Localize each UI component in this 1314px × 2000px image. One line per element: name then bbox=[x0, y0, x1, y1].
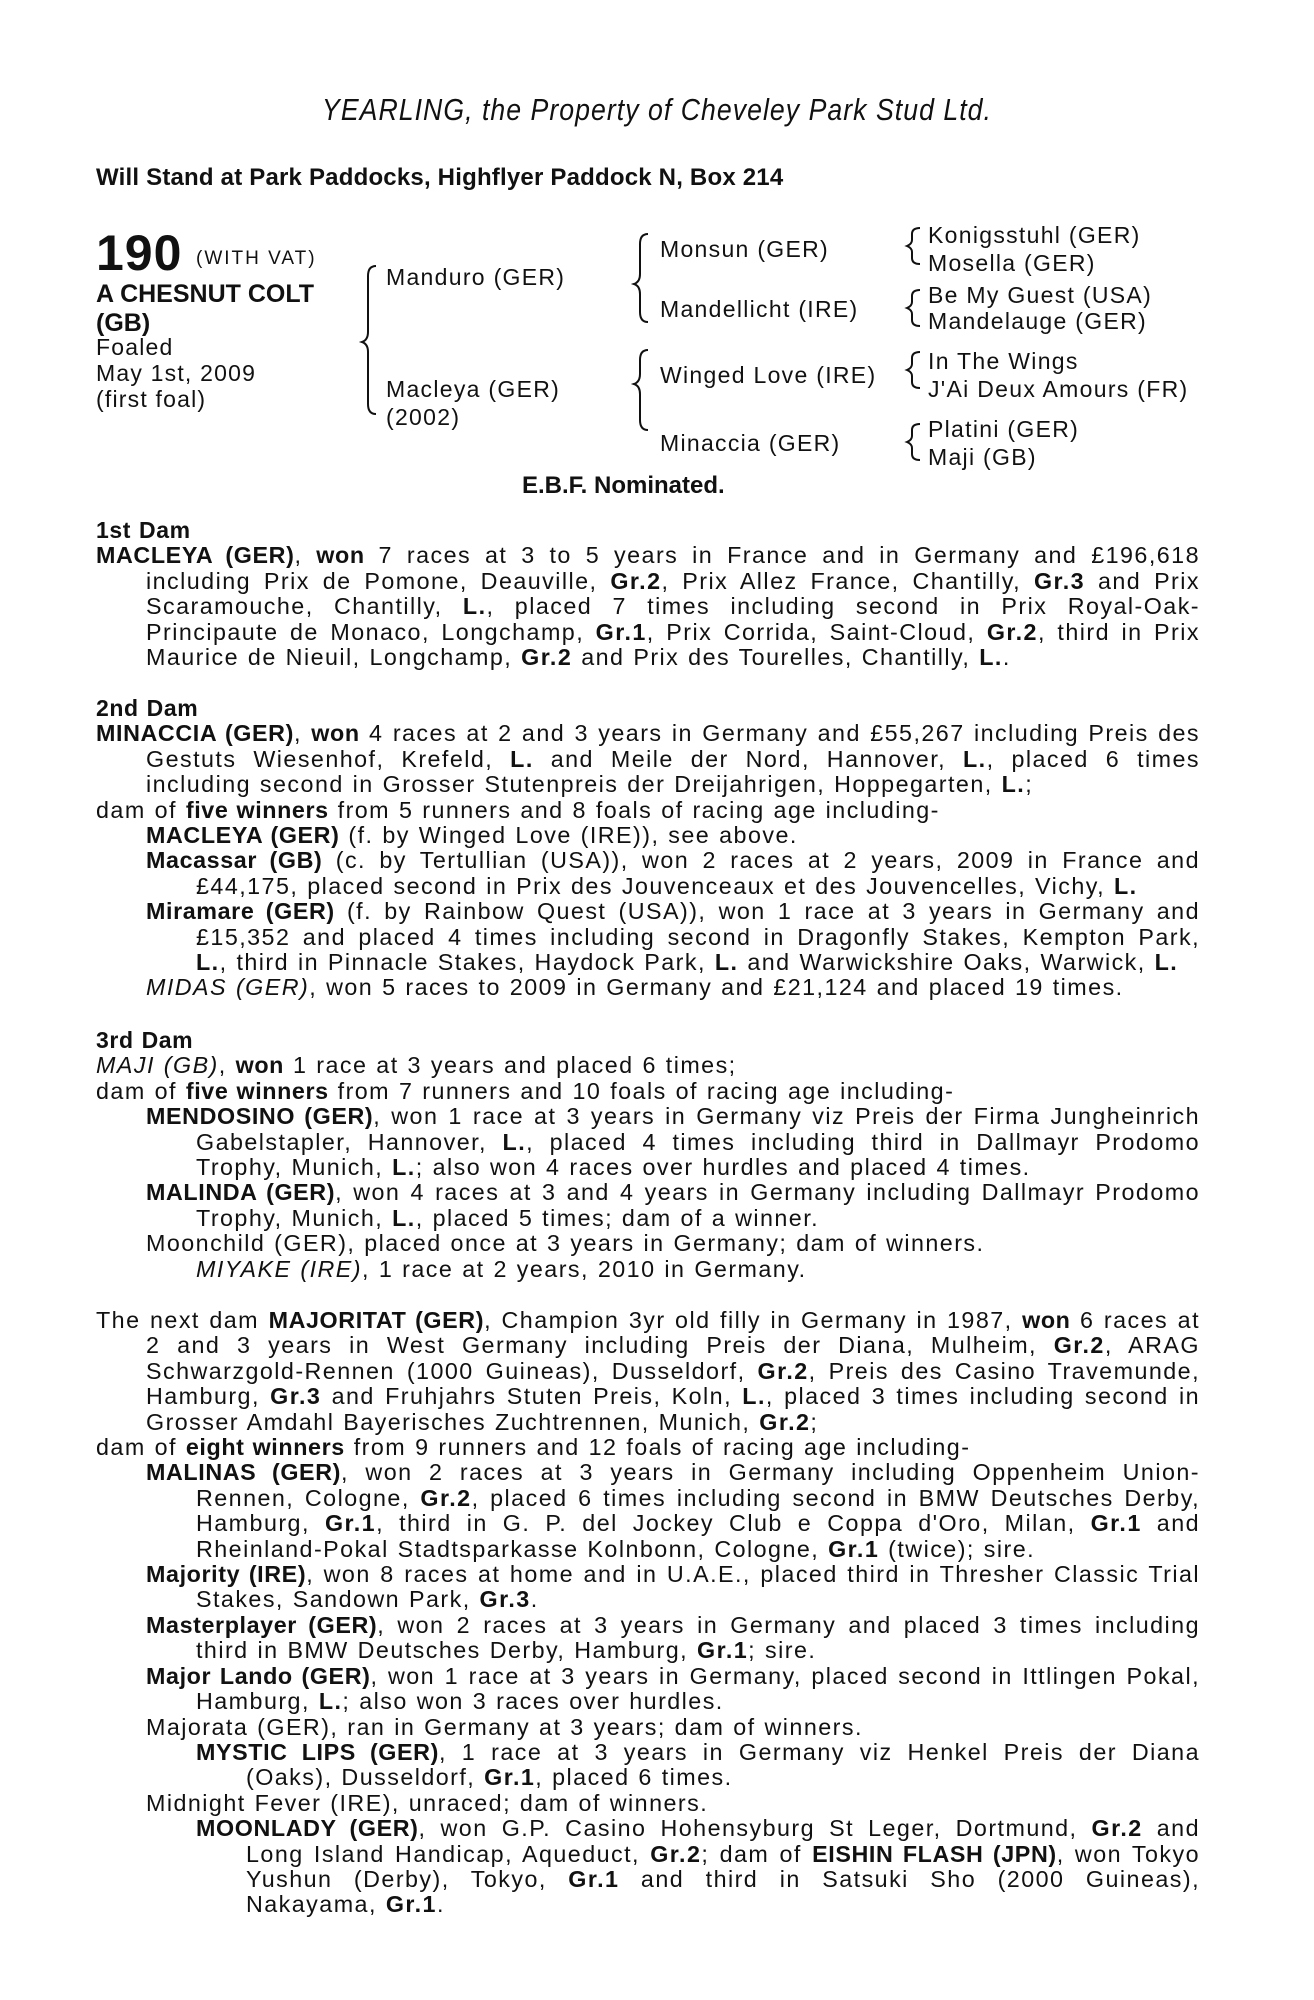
next-dam-record: The next dam MAJORITAT (GER), Champion 3yr old filly in Germany in 1987, won 6 races at 2 and 3 years in West Germany including Preis der Diana, Mulheim, Gr.2, ARAG Schwarzgold-Rennen (1000 Guineas), Dusseldorf, Gr.2, Preis des Casino Travemunde, Hamburg, Gr.3 and Fruhjahrs Stuten Preis, Koln, L., placed 3 times including second in Grosser Amdahl Bayerisches Zuchtrennen, Munich, Gr.2; bbox=[96, 1307, 1201, 1435]
next-dam-produce-6: MYSTIC LIPS (GER), 1 race at 3 years in Germany viz Henkel Preis der Diana (Oaks), Dusseldorf, Gr.1, placed 6 times. bbox=[196, 1738, 1200, 1791]
bracket-gen2-sire bbox=[634, 234, 648, 322]
next-dam-produce-7: Midnight Fever (IRE), unraced; dam of winners. bbox=[146, 1789, 709, 1816]
second-dam-produce-summary: dam of five winners from 5 runners and 8 foals of racing age including- bbox=[96, 796, 940, 823]
second-dam-title: 2nd Dam bbox=[96, 695, 199, 721]
first-dam-name: MACLEYA (GER) bbox=[96, 542, 295, 569]
bracket-gen3-c bbox=[907, 352, 920, 388]
foaled-date: May 1st, 2009 bbox=[96, 360, 257, 386]
stand-location: Will Stand at Park Paddocks, Highflyer Paddock N, Box 214 bbox=[96, 164, 784, 191]
second-dam-section bbox=[96, 696, 1200, 1001]
second-dam-produce-4: MIDAS (GER), won 5 races to 2009 in Germany and £21,124 and placed 19 times. bbox=[146, 974, 1124, 1001]
third-dam-produce-2: MALINDA (GER), won 4 races at 3 and 4 years in Germany including Dallmayr Prodomo Trophy, Munich, L., placed 5 times; dam of a winner. bbox=[146, 1179, 1200, 1231]
bracket-gen3-d bbox=[907, 424, 920, 460]
second-dam-record: MINACCIA (GER), won 4 races at 2 and 3 years in Germany and £55,267 including Preis des Gestuts Wiesenhof, Krefeld, L. and Meile der Nord, Hannover, L., placed 6 times including second in Grosser Stutenpreis der Dreijahrigen, Hoppegarten, L.; bbox=[96, 720, 1200, 798]
next-dam-produce-4: Major Lando (GER), won 1 race at 3 years in Germany, placed second in Ittlingen Pokal, Hamburg, L.; also won 3 races over hurdles. bbox=[146, 1662, 1200, 1715]
third-dam-name: MAJI (GB) bbox=[96, 1052, 219, 1079]
pedigree-ss-dam: Mosella (GER) bbox=[928, 250, 1096, 276]
pedigree-sire: Manduro (GER) bbox=[386, 264, 566, 290]
first-foal: (first foal) bbox=[96, 386, 207, 412]
third-dam-produce-summary: dam of five winners from 7 runners and 10 foals of racing age including- bbox=[96, 1077, 955, 1104]
second-dam-name: MINACCIA (GER) bbox=[96, 720, 294, 747]
third-dam-produce-4: MIYAKE (IRE), 1 race at 2 years, 2010 in Germany. bbox=[196, 1255, 807, 1282]
pedigree-dd-dam: Maji (GB) bbox=[928, 444, 1037, 470]
third-dam-section bbox=[96, 1028, 1200, 1282]
first-dam-title: 1st Dam bbox=[96, 517, 191, 543]
bracket-gen3-b bbox=[907, 290, 920, 326]
page-heading: YEARLING, the Property of Cheveley Park Stud Ltd. bbox=[322, 92, 992, 127]
pedigree-sire-dam: Mandellicht (IRE) bbox=[660, 296, 859, 322]
second-dam-produce-1: MACLEYA (GER) (f. by Winged Love (IRE)), see above. bbox=[146, 822, 798, 849]
next-dam-produce-1: MALINAS (GER), won 2 races at 3 years in Germany including Oppenheim Union-Rennen, Cologne, Gr.2, placed 6 times including second in BMW Deutsches Derby, Hamburg, Gr.1, third in G. P. del Jockey Club e Coppa d'Oro, Milan, Gr.1 and Rheinland-Pokal Stadtsparkasse Kolnbonn, Cologne, Gr.1 (twice); sire. bbox=[146, 1459, 1201, 1562]
next-dam-produce-3: Masterplayer (GER), won 2 races at 3 years in Germany and placed 3 times including third in BMW Deutsches Derby, Hamburg, Gr.1; sire. bbox=[146, 1611, 1200, 1664]
bracket-gen3-a bbox=[907, 228, 920, 264]
pedigree-dam-sire: Winged Love (IRE) bbox=[660, 362, 877, 388]
next-dam-produce-2: Majority (IRE), won 8 races at home and in U.A.E., placed third in Thresher Classic Trial Stakes, Sandown Park, Gr.3. bbox=[146, 1561, 1201, 1613]
bracket-gen2-dam bbox=[634, 350, 648, 430]
third-dam-produce-3: Moonchild (GER), placed once at 3 years in Germany; dam of winners. bbox=[146, 1230, 985, 1257]
first-dam-section bbox=[96, 518, 1200, 670]
lot-number: 190 bbox=[96, 225, 183, 281]
pedigree-sd-dam: Mandelauge (GER) bbox=[928, 308, 1147, 334]
third-dam-title: 3rd Dam bbox=[96, 1027, 194, 1053]
first-dam-record: MACLEYA (GER), won 7 races at 3 to 5 years in France and in Germany and £196,618 including Prix de Pomone, Deauville, Gr.2, Prix Allez France, Chantilly, Gr.3 and Prix Scaramouche, Chantilly, L., placed 7 times including second in Prix Royal-Oak-Principaute de Monaco, Longchamp, Gr.1, Prix Corrida, Saint-Cloud, Gr.2, third in Prix Maurice de Nieuil, Longchamp, Gr.2 and Prix des Tourelles, Chantilly, L.. bbox=[96, 542, 1201, 671]
next-dam-name: MAJORITAT (GER) bbox=[268, 1307, 485, 1333]
lot-description: A CHESNUT COLT (GB) bbox=[96, 280, 315, 337]
pedigree-sd-sire: Be My Guest (USA) bbox=[928, 282, 1153, 308]
next-dam-produce-5: Majorata (GER), ran in Germany at 3 years; dam of winners. bbox=[146, 1713, 863, 1740]
pedigree-dam: Macleya (GER) bbox=[386, 376, 561, 402]
pedigree-dam-dam: Minaccia (GER) bbox=[660, 430, 841, 456]
pedigree-dd-sire: Platini (GER) bbox=[928, 416, 1080, 442]
next-dam-produce-8: MOONLADY (GER), won G.P. Casino Hohensyburg St Leger, Dortmund, Gr.2 and Long Island Handicap, Aqueduct, Gr.2; dam of EISHIN FLASH (JPN), won Tokyo Yushun (Derby), Tokyo, Gr.1 and third in Satsuki Sho (2000 Guineas), Nakayama, Gr.1. bbox=[196, 1815, 1200, 1918]
next-dam-section bbox=[96, 1308, 1200, 1918]
third-dam-record: MAJI (GB), won 1 race at 3 years and placed 6 times; bbox=[96, 1052, 737, 1079]
second-dam-produce-2: Macassar (GB) (c. by Tertullian (USA)), won 2 races at 2 years, 2009 in France and £44,175, placed second in Prix des Jouvenceaux et des Jouvencelles, Vichy, L. bbox=[146, 847, 1200, 899]
pedigree-ss-sire: Konigsstuhl (GER) bbox=[928, 222, 1141, 248]
second-dam-produce-3: Miramare (GER) (f. by Rainbow Quest (USA)), won 1 race at 3 years in Germany and £15,352 and placed 4 times including second in Dragonfly Stakes, Kempton Park, L., third in Pinnacle Stakes, Haydock Park, L. and Warwickshire Oaks, Warwick, L. bbox=[146, 898, 1200, 976]
pedigree-sire-sire: Monsun (GER) bbox=[660, 236, 829, 262]
bracket-gen1 bbox=[362, 266, 376, 414]
pedigree-ds-dam: J'Ai Deux Amours (FR) bbox=[928, 376, 1189, 402]
ebf-nominated: E.B.F. Nominated. bbox=[522, 472, 725, 499]
lot-vat: (WITH VAT) bbox=[196, 248, 317, 269]
pedigree-dam-year: (2002) bbox=[386, 404, 461, 430]
foaled-label: Foaled bbox=[96, 334, 174, 360]
third-dam-produce-1: MENDOSINO (GER), won 1 race at 3 years in Germany viz Preis der Firma Jungheinrich Gabelstapler, Hannover, L., placed 4 times including third in Dallmayr Prodomo Trophy, Munich, L.; also won 4 races over hurdles and placed 4 times. bbox=[146, 1103, 1201, 1181]
pedigree-ds-sire: In The Wings bbox=[928, 348, 1079, 374]
next-dam-produce-summary: dam of eight winners from 9 runners and 12 foals of racing age including- bbox=[96, 1434, 971, 1461]
